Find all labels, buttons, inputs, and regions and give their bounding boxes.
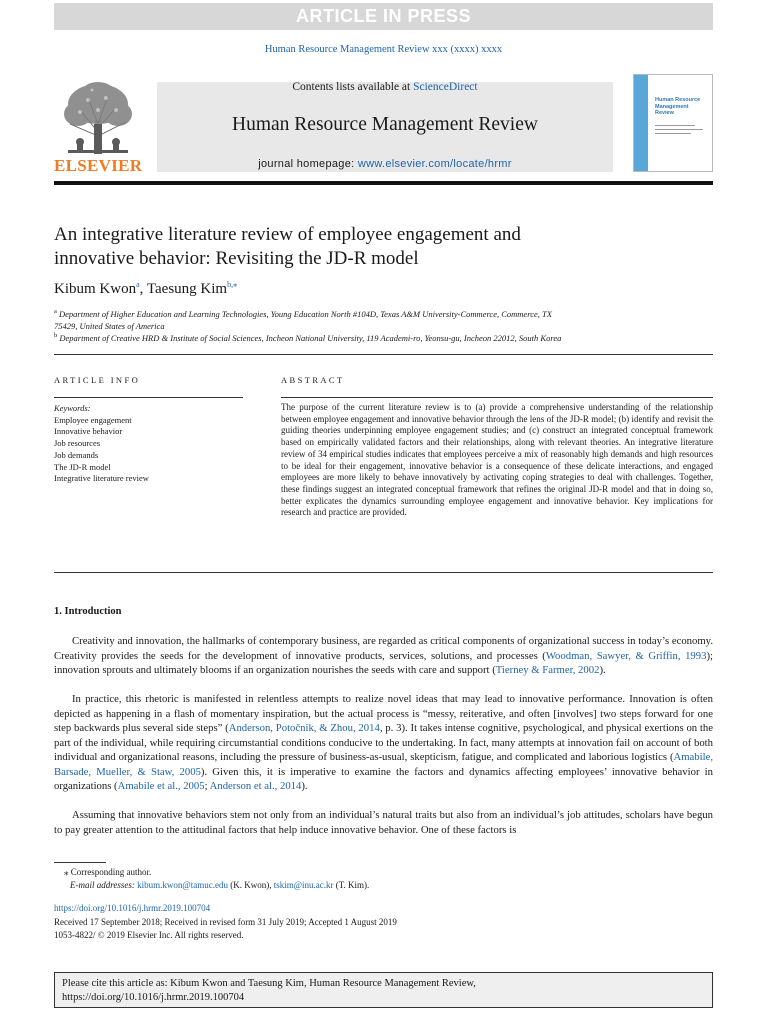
elsevier-logo <box>54 80 142 176</box>
citation-box <box>54 972 713 1008</box>
section-rule <box>54 354 713 355</box>
email-link[interactable]: kibum.kwon@tamuc.edu <box>137 880 228 890</box>
article-title-line: An integrative literature review of employee engagement and <box>54 224 521 245</box>
article-title <box>54 223 674 271</box>
author-list <box>54 280 237 298</box>
cover-title-line: Human Resource <box>655 97 701 103</box>
citation-link[interactable]: Tierney & Farmer, 2002 <box>495 664 600 676</box>
email-label: E-mail addresses: <box>70 880 138 890</box>
email-addresses <box>54 879 713 892</box>
paragraph-text: ). <box>301 780 308 792</box>
affiliation-text: 75429, United States of America <box>54 320 165 331</box>
copyright-line: 1053-4822/ © 2019 Elsevier Inc. All rights reserved. <box>54 930 244 940</box>
journal-cover-thumbnail <box>633 74 713 172</box>
footnote-rule <box>54 862 106 863</box>
affiliation-mark: a <box>54 308 57 315</box>
paragraph-text: ); innovation sprouts and ultimately blooms if an organization nourishes the seeds with care and support ( <box>54 649 713 676</box>
article-info-heading: ARTICLE INFO <box>54 375 141 385</box>
keyword: Integrative literature review <box>54 473 149 484</box>
cover-title-line: Management <box>655 103 689 110</box>
citation-link[interactable]: Woodman, Sawyer, & Griffin, 1993 <box>545 649 707 662</box>
abstract-rule <box>281 397 713 398</box>
email-owner: (K. Kwon), <box>227 880 274 890</box>
citation-link[interactable]: Amabile et al., 2005 <box>117 780 205 792</box>
cover-color-strip <box>634 75 648 171</box>
doi-link[interactable]: https://doi.org/10.1016/j.hrmr.2019.100704 <box>54 903 211 913</box>
corresponding-author-note <box>54 866 713 879</box>
paragraph-text: ). Given this, it is imperative to examine the factors and dynamics affecting employees’ innovative behavior in organizations ( <box>54 765 713 792</box>
paragraph-text: In practice, this rhetoric is manifested in relentless attempts to realize novel ideas that may lead to innovative performance. Innovation is often depicted as happening in a flash of momentary inspiration, but the actual process is “messy, reiterative, and often [involves] two steps forward for one step backwards plus several side steps” ( <box>54 693 713 734</box>
elsevier-tree-icon <box>58 80 138 156</box>
affiliation-a <box>54 306 674 332</box>
author-affiliation-mark[interactable]: b,⁎ <box>227 280 238 289</box>
author-name: Kibum Kwon <box>54 281 137 297</box>
keyword: The JD-R model <box>54 461 111 472</box>
contents-prefix: Contents lists available at <box>292 81 414 93</box>
author-separator: , <box>139 281 147 297</box>
cover-title <box>655 97 711 117</box>
paragraph-text: ). <box>599 664 606 676</box>
footnote-mark: ⁎ <box>64 867 69 877</box>
affiliation-text: Department of Higher Education and Learning Technologies, Young Education North #104D, Texas A&M University-Commerce, Commerce, TX <box>59 308 552 319</box>
cover-text-line <box>655 125 695 126</box>
citation-box-line: Please cite this article as: Kibum Kwon and Taesung Kim, Human Resource Management Review, <box>62 978 476 989</box>
received-dates: Received 17 September 2018; Received in revised form 31 July 2019; Accepted 1 August 2019 <box>54 917 397 927</box>
introduction-heading: 1. Introduction <box>54 606 122 617</box>
journal-reference-link[interactable]: Human Resource Management Review xxx (xxxx) xxxx <box>264 44 503 55</box>
article-title-line: innovative behavior: Revisiting the JD-R model <box>54 248 419 269</box>
citation-link[interactable]: Anderson, Potočnik, & Zhou, 2014 <box>228 722 380 734</box>
abstract-text: The purpose of the current literature review is to (a) provide a comprehensive understanding of the relationship between employee engagement and innovative behavior through the lens of the JD-R model; (b) identify and revisit the guiding theories underpinning employee engagement studies; and (c) construct an integrated conceptual framework based on empirically validated factors and their relationships, along with relevant theories. An integrative literature review of 34 empirical studies indicates that employees perceive a mix of reasonably high demands and high resources to be ideal for their engagement, innovative behavior is a consequence of these delicate interactions, and engaged employees are more likely to behave innovatively by activating coping strategies to deal with challenges. Together, these findings suggest an integrated conceptual framework that refines the original JD-R model and that in doing so, better explicates the dynamics surrounding employee engagement and innovative behavior. Key implications for research and practice are provided. <box>281 402 713 518</box>
contents-line <box>157 81 613 93</box>
paragraph-text: ; <box>204 780 210 792</box>
cover-title-line: Review <box>655 110 674 116</box>
cover-text-line <box>655 133 691 134</box>
keyword: Employee engagement <box>54 414 132 425</box>
keyword: Job demands <box>54 449 99 460</box>
intro-paragraph-2 <box>54 692 713 794</box>
email-owner: (T. Kim). <box>333 880 370 890</box>
intro-paragraph-3: Assuming that innovative behaviors stem not only from an individual’s natural traits but also from an individual’s job attitudes, scholars have begun to pay greater attention to the attitudinal factors that help induce innovative behavior. One of these factors is <box>54 809 713 836</box>
affiliation-b <box>54 330 674 344</box>
keyword: Innovative behavior <box>54 426 123 437</box>
footnote-text: Corresponding author. <box>68 867 152 877</box>
section-rule <box>54 572 713 573</box>
affiliation-text: Department of Creative HRD & Institute of Social Sciences, Incheon National University, 119 Academi-ro, Yeonsu-gu, Incheon 22012, South Korea <box>59 332 562 343</box>
journal-homepage <box>157 158 613 170</box>
author-name: Taesung Kim <box>146 281 228 297</box>
abstract-heading: ABSTRACT <box>281 375 345 385</box>
citation-box-doi[interactable]: https://doi.org/10.1016/j.hrmr.2019.100704 <box>62 992 245 1003</box>
keywords-list <box>54 403 149 485</box>
citation-link[interactable]: Anderson et al., 2014 <box>209 780 302 792</box>
citation-link[interactable]: Amabile, Barsade, Mueller, & Staw, 2005 <box>54 751 713 778</box>
article-info-rule <box>54 397 243 398</box>
cover-text-line <box>655 129 703 130</box>
email-link[interactable]: tskim@inu.ac.kr <box>273 880 334 890</box>
elsevier-wordmark: ELSEVIER <box>54 156 143 175</box>
paragraph-text: , p. 3). It takes intense cognitive, psychological, and physical exertions on the part of the individual, while requiring circumstantial conditions conducive to the undertaking. In fact, many attempts at innovation fail on account of both individual and organizational reasons, including the pressure of business-as-usual, skepticism, fatigue, and complicated and laborious logistics ( <box>54 722 713 763</box>
homepage-link[interactable]: www.elsevier.com/locate/hrmr <box>357 158 512 170</box>
affiliation-mark: b <box>54 332 58 339</box>
author-affiliation-mark[interactable]: a <box>136 280 140 289</box>
homepage-prefix: journal homepage: <box>258 158 358 170</box>
intro-paragraph-1 <box>54 634 713 678</box>
article-in-press-banner: ARTICLE IN PRESS <box>54 3 713 30</box>
paragraph-text: Creativity and innovation, the hallmarks of contemporary business, are regarded as critical components of organizational success in today’s economy. Creativity provides the seeds for the development of innovative products, services, solutions, and processes ( <box>54 635 713 662</box>
journal-title: Human Resource Management Review <box>232 114 538 135</box>
keyword: Job resources <box>54 438 101 449</box>
header-rule <box>54 181 713 185</box>
keywords-label: Keywords: <box>54 403 91 413</box>
sciencedirect-link[interactable]: ScienceDirect <box>413 81 478 93</box>
